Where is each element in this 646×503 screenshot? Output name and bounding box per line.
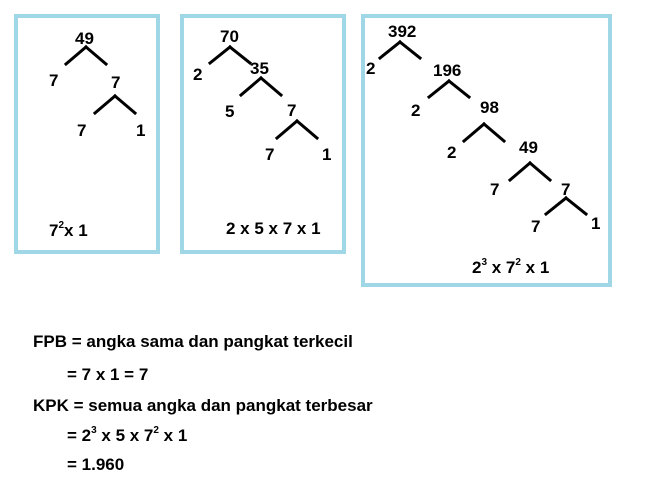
tree-node: 1 [322,145,332,164]
kpk-base: = 2 [67,426,92,445]
tree-node: 2 [411,101,421,120]
tree-node: 7 [287,101,297,120]
tree-node: 7 [77,121,87,140]
kpk-rest: x 1 [158,426,188,445]
kpk-result: = 1.960 [67,455,125,474]
tree-node: 7 [265,145,275,164]
result-rest: x 1 [520,258,550,277]
tree-node: 392 [388,22,417,41]
fpb-calculation: = 7 x 1 = 7 [67,365,149,384]
tree-node: 98 [480,98,499,117]
kpk-exponent: 3 [91,425,97,436]
tree-node: 70 [220,27,239,46]
factor-tree-70 [193,27,331,164]
tree-node: 7 [49,71,59,90]
tree-392-result [472,257,549,278]
tree-node: 7 [561,180,571,199]
tree-node: 49 [519,138,538,157]
tree-node: 49 [75,29,94,48]
tree-node: 5 [225,102,235,121]
tree-node: 7 [111,73,121,92]
tree-49-result [49,220,88,241]
kpk-middle: x 5 x 7 [96,426,154,445]
tree-node: 1 [136,121,146,140]
tree-node: 7 [490,180,500,199]
result-rest: x 1 [64,221,88,240]
factor-tree-392 [366,22,600,236]
result-base: 2 [472,258,482,277]
tree-node: 2 [193,65,203,84]
kpk-definition: KPK = semua angka dan pangkat terbesar [33,396,373,415]
factor-tree-49 [49,29,145,140]
result-exponent: 2 [515,257,521,268]
result-middle: x 7 [487,258,516,277]
tree-node: 2 [366,59,376,78]
tree-node: 1 [591,214,601,233]
result-base: 7 [49,221,59,240]
tree-node: 35 [250,59,269,78]
tree-node: 7 [531,217,541,236]
tree-70-result: 2 x 5 x 7 x 1 [226,219,321,238]
tree-node: 196 [433,61,462,80]
tree-node: 2 [447,143,457,162]
kpk-calculation [67,425,187,446]
fpb-definition: FPB = angka sama dan pangkat terkecil [33,332,353,351]
result-exponent: 2 [58,220,65,231]
kpk-exponent: 2 [153,425,159,436]
result-exponent: 3 [481,257,488,268]
